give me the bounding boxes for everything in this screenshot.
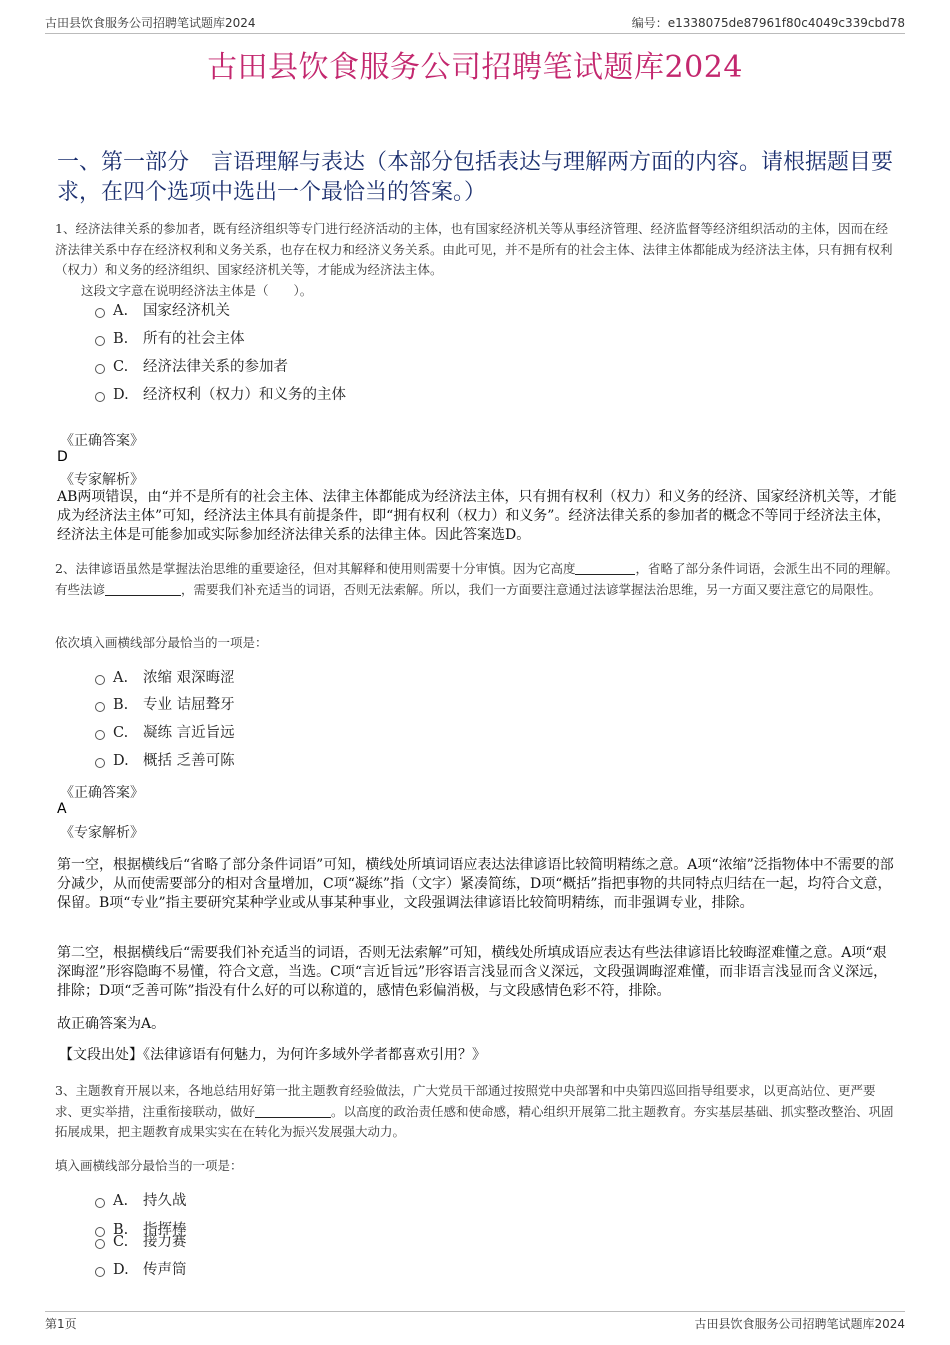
radio-icon[interactable] [95,364,105,374]
q2-option-d[interactable]: D. 概括 乏善可陈 [95,750,235,772]
header-rule [45,33,905,34]
question-2-text: 2、法律谚语虽然是掌握法治思维的重要途径，但对其解释和使用则需要十分审慎。因为它高度 ，省略了部分条件词语，会派生出不同的理解。有些法谚 ，需要我们补充适当的词语，否则无法索解。所以，我们一方面要注意通过法谚掌握法治思维，另一方面又要注意它的局限性。 [55,561,898,597]
footer-page-number: 第1页 [45,1317,77,1331]
q3-option-b[interactable]: B. 指挥棒 [95,1219,187,1241]
q1-option-c[interactable]: C. 经济法律关系的参加者 [95,356,288,378]
question-1-prompt: 这段文字意在说明经济法主体是（ ）。 [81,283,313,298]
radio-icon[interactable] [95,308,105,318]
q2-analysis-1: 第一空，根据横线后“省略了部分条件词语”可知，横线处所填词语应表达法律谚语比较简明精练之意。A项“浓缩”泛指物体中不需要的部分减少，从而使需要部分的相对含量增加，C项“凝练”指（文字）紧凑简练，D项“概括”指把事物的共同特点归结在一起，均符合文意，保留。B项“专业”指主要研究某种学业或从事某种事业，文段强调法律谚语比较简明精练，而非强调专业，排除。 [57,857,894,911]
radio-icon[interactable] [95,1267,105,1277]
q2-option-c[interactable]: C. 凝练 言近旨远 [95,722,235,744]
q2-analysis-label: 《专家解析》 [60,825,144,841]
q1-analysis-label: 《专家解析》 [60,472,144,488]
radio-icon[interactable] [95,730,105,740]
question-3-text: 3、主题教育开展以来，各地总结用好第一批主题教育经验做法，广大党员干部通过按照党中央部署和中央第四巡回指导组要求，以更高站位、更严要求、更实举措，注重衔接联动，做好 。以高度的政治责任感和使命感，精心组织开展第二批主题教育。夯实基层基础、抓实整改整治、巩固拓展成果，把主题教育成果实实在在转化为振兴发展强大动力。 [55,1083,894,1139]
q1-option-d[interactable]: D. 经济权利（权力）和义务的主体 [95,384,346,406]
radio-icon[interactable] [95,675,105,685]
q1-answer-label: 《正确答案》 [60,433,144,449]
question-3-prompt: 填入画横线部分最恰当的一项是： [55,1158,243,1173]
fill-blank [255,1104,331,1118]
q1-option-b[interactable]: B. 所有的社会主体 [95,328,245,350]
section-heading: 一、第一部分 言语理解与表达（本部分包括表达与理解两方面的内容。请根据题目要求，在四个选项中选出一个最恰当的答案。） [57,150,894,205]
q2-answer: A [57,801,67,817]
page-title: 古田县饮食服务公司招聘笔试题库2024 [207,50,743,85]
q3-option-c[interactable]: C. 接力赛 [95,1231,187,1253]
radio-icon[interactable] [95,336,105,346]
q2-option-b[interactable]: B. 专业 诘屈聱牙 [95,694,235,716]
header-doc-id: 编号：e1338075de87961f80c4049c339cbd78 [631,16,905,30]
radio-icon[interactable] [95,702,105,712]
radio-icon[interactable] [95,758,105,768]
question-1-text: 1、经济法律关系的参加者，既有经济组织等专门进行经济活动的主体，也有国家经济机关等从事经济管理、经济监督等经济组织活动的主体，因而在经济法律关系中存在经济权利和义务关系，也存在权力和经济义务关系。由此可见，并不是所有的社会主体、法律主体都能成为经济法主体，只有拥有权利（权力）和义务的经济组织、国家经济机关等，才能成为经济法主体。 [55,221,893,277]
radio-icon[interactable] [95,1198,105,1208]
fill-blank [575,561,635,575]
q2-option-a[interactable]: A. 浓缩 艰深晦涩 [95,667,235,689]
fill-blank [105,582,181,596]
radio-icon[interactable] [95,392,105,402]
radio-icon[interactable] [95,1239,105,1249]
q2-conclusion: 故正确答案为A。 [57,1016,166,1032]
q3-option-a[interactable]: A. 持久战 [95,1190,187,1212]
q1-option-a[interactable]: A. 国家经济机关 [95,300,230,322]
q1-analysis: AB两项错误，由“并不是所有的社会主体、法律主体都能成为经济法主体，只有拥有权利（权力）和义务的经济、国家经济机关等，才能成为经济法主体”可知，经济法主体具有前提条件，即“拥有权利（权力）和义务”。经济法律关系的参加者的概念不等同于经济法主体，经济法主体是可能参加或实际参加经济法律关系的法律主体。因此答案选D。 [57,489,897,543]
q1-answer: D [57,449,68,465]
q2-analysis-2: 第二空，根据横线后“需要我们补充适当的词语，否则无法索解”可知，横线处所填成语应表达有些法律谚语比较晦涩难懂之意。A项“艰深晦涩”形容隐晦不易懂，符合文意，当选。C项“言近旨远”形容语言浅显而含义深远，文段强调晦涩难懂，而非语言浅显而含义深远，排除；D项“乏善可陈”指没有什么好的可以称道的，感情色彩偏消极，与文段感情色彩不符，排除。 [57,945,888,999]
question-2-prompt: 依次填入画横线部分最恰当的一项是： [55,635,268,650]
footer-rule [45,1311,905,1312]
q2-source: 【文段出处】《法律谚语有何魅力，为何许多域外学者都喜欢引用？》 [59,1047,486,1063]
footer-doc-title: 古田县饮食服务公司招聘笔试题库2024 [694,1317,905,1331]
q3-option-d[interactable]: D. 传声筒 [95,1259,187,1281]
header-doc-title: 古田县饮食服务公司招聘笔试题库2024 [45,16,256,30]
q2-answer-label: 《正确答案》 [60,785,144,801]
